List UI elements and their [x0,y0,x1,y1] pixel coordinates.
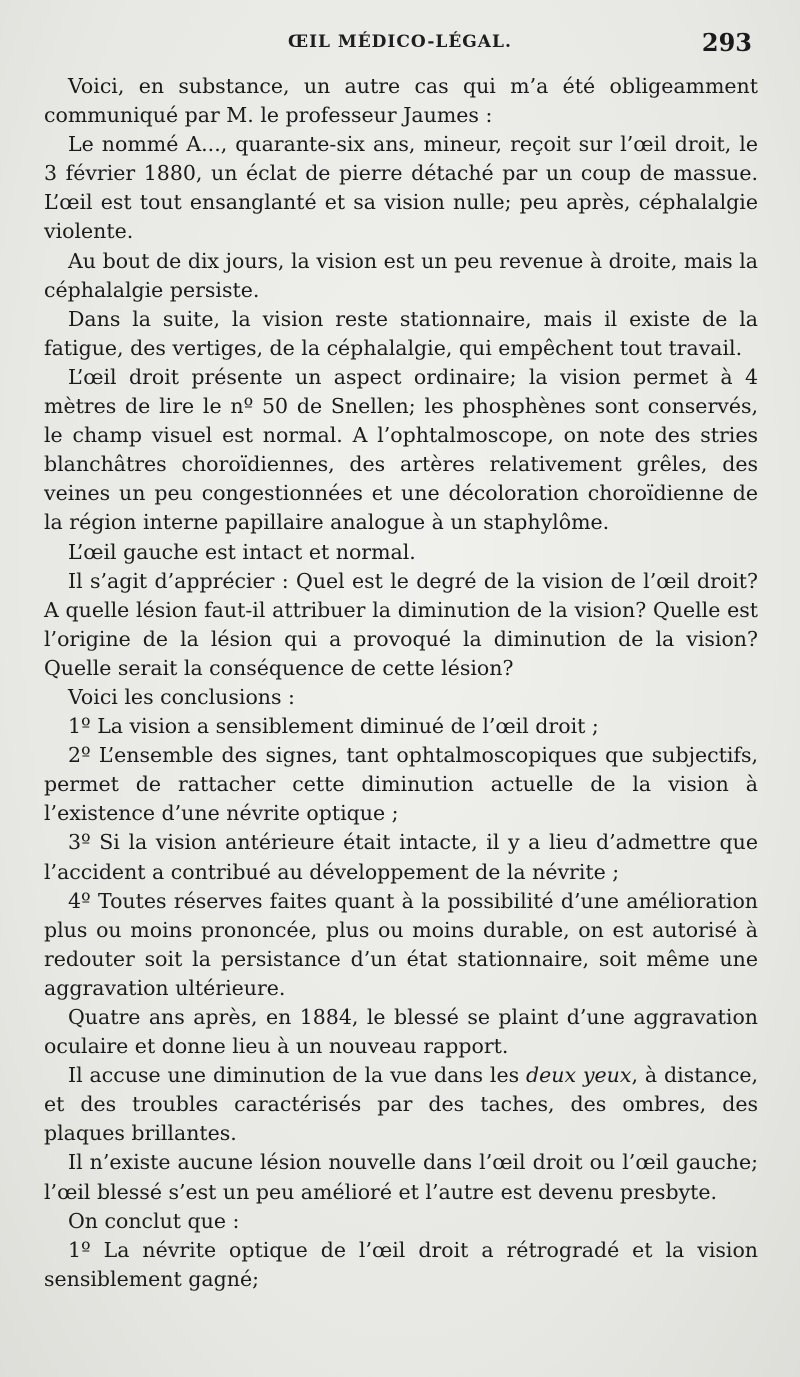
paragraph-vision-complaint [44,1061,758,1148]
paragraph-left-eye: L’œil gauche est intact et normal. [68,539,416,564]
paragraph-ten-days: Au bout de dix jours, la vision est un peu revenue à droite, mais la céphalalgie persiste. [44,248,758,302]
paragraph-no-new-lesion: Il n’existe aucune lésion nouvelle dans l’œil droit ou l’œil gauche; l’œil blessé s’est un peu amélioré et l’autre est devenu presbyte. [44,1150,758,1204]
paragraph-intro: Voici, en substance, un autre cas qui m’a été obligeamment communiqué par M. le professeur Jaumes : [44,74,758,128]
paragraph-right-eye-exam: L’œil droit présente un aspect ordinaire; la vision permet à 4 mètres de lire le nº 50 de Snellen; les phosphènes sont conservés, le champ visuel est normal. A l’ophtalmoscope, on note des stries blanchâtres choroïdiennes, des artères relativement grêles, des veines un peu congestionnées et une décoloration choroïdienne de la région interne papillaire analogue à un staphylôme. [44,364,758,535]
running-title: ŒIL MÉDICO-LÉGAL. [288,32,512,52]
paragraph-second-conclusion-heading: On conclut que : [68,1208,240,1233]
paragraph-case: Le nommé A..., quarante-six ans, mineur, reçoit sur l’œil droit, le 3 février 1880, un éclat de pierre détaché par un coup de massue. L’œil est tout ensanglanté et sa vision nulle; peu après, céphalalgie violente. [44,132,758,244]
paragraph-second-conclusion-1: 1º La névrite optique de l’œil droit a rétrogradé et la vision sensiblement gagné; [44,1237,758,1291]
running-head [40,28,760,62]
page-number: 293 [701,28,752,57]
paragraph-conclusion-1: 1º La vision a sensiblement diminué de l’œil droit ; [68,714,599,739]
vision-complaint-end: , à distance, et des troubles caractérisés par des taches, des ombres, des plaques brillantes. [44,1063,758,1146]
paragraph-questions: Il s’agit d’apprécier : Quel est le degré de la vision de l’œil droit? A quelle lésion faut-il attribuer la diminution de la vision? Quelle est l’origine de la lésion qui a provoqué la diminution de la vision? Quelle serait la conséquence de cette lésion? [44,568,758,680]
paragraph-sequel: Dans la suite, la vision reste stationnaire, mais il existe de la fatigue, des vertiges, de la céphalalgie, qui empêchent tout travail. [44,306,758,360]
paragraph-conclusions-heading: Voici les conclusions : [68,684,295,709]
paragraph-conclusion-4: 4º Toutes réserves faites quant à la possibilité d’une amélioration plus ou moins prononcée, plus ou moins durable, on est autorisé à redouter soit la persistance d’un état stationnaire, soit même une aggravation ultérieure. [44,888,758,1000]
body-text [44,72,758,1294]
vision-complaint-emphasis: deux yeux [526,1063,632,1088]
vision-complaint-start: Il accuse une diminution de la vue dans les [68,1063,527,1088]
paragraph-conclusion-3: 3º Si la vision antérieure était intacte, il y a lieu d’admettre que l’accident a contribué au développement de la névrite ; [44,830,758,884]
paragraph-conclusion-2: 2º L’ensemble des signes, tant ophtalmoscopiques que subjectifs, permet de rattacher cette diminution actuelle de la vision à l’existence d’une névrite optique ; [44,743,758,826]
paragraph-four-years-later: Quatre ans après, en 1884, le blessé se plaint d’une aggravation oculaire et donne lieu à un nouveau rapport. [44,1005,758,1059]
